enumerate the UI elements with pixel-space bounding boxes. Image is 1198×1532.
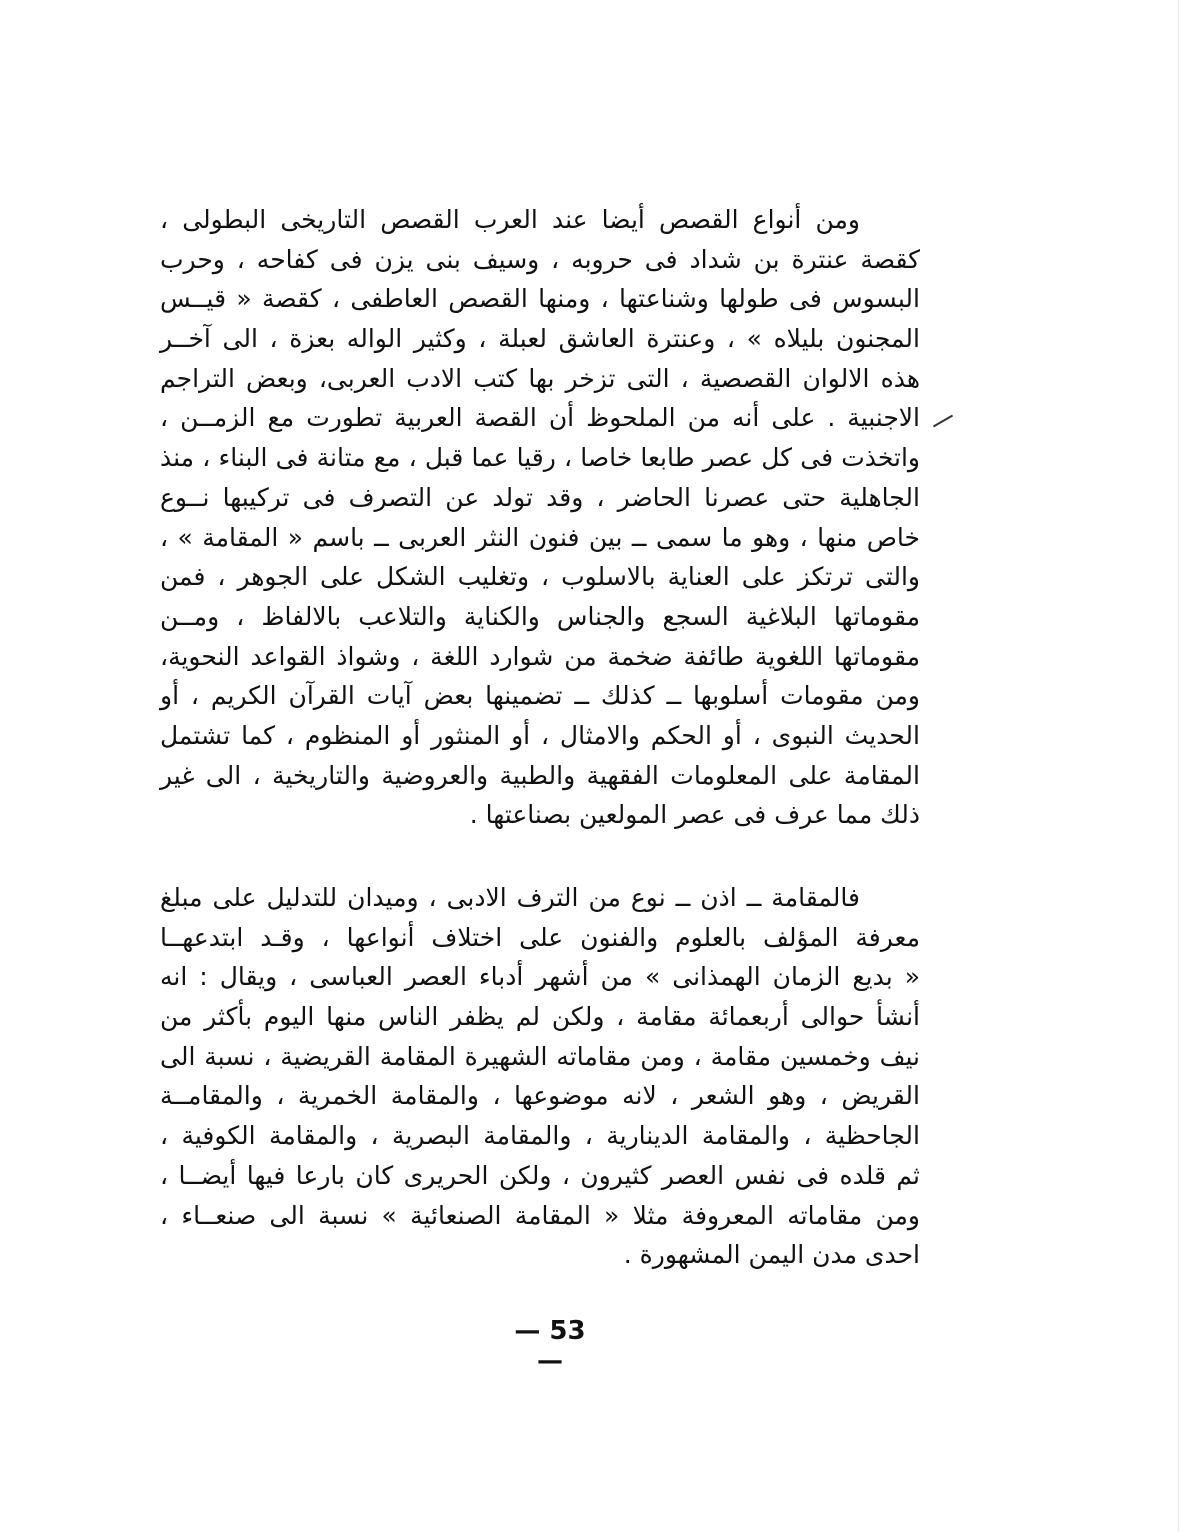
- text-line: واتخذت فى كل عصر طابعا خاصا ، رقيا عما قبل ، مع متانة فى البناء ، منذ: [160, 443, 920, 473]
- text-line: « بديع الزمان الهمذانى » من أشهر أدباء العصر العباسى ، ويقال : انه: [160, 962, 920, 992]
- margin-pen-mark: [933, 415, 953, 428]
- text-line: القريض ، وهو الشعر ، لانه موضوعها ، والمقامة الخمرية ، والمقامــة: [160, 1081, 920, 1111]
- text-line: ومن مقومات أسلوبها ــ كذلك ــ تضمينها بعض آيات القرآن الكريم ، أو: [160, 681, 920, 711]
- text-line: ومن أنواع القصص أيضا عند العرب القصص التاريخى البطولى ،: [160, 205, 860, 234]
- page-number: — 53 —: [514, 1316, 586, 1376]
- text-line: البسوس فى طولها وشناعتها ، ومنها القصص العاطفى ، كقصة « قيــس: [160, 284, 920, 314]
- text-line: ومن مقاماته المعروفة مثلا « المقامة الصنعائية » نسبة الى صنعــاء ،: [160, 1200, 920, 1230]
- text-line: المقامة على المعلومات الفقهية والطبية والعروضية والتاريخية ، الى غير: [160, 760, 920, 790]
- text-line: كقصة عنترة بن شداد فى حروبه ، وسيف بنى يزن فى كفاحه ، وحرب: [160, 244, 920, 274]
- text-line: نيف وخمسين مقامة ، ومن مقاماته الشهيرة المقامة القريضية ، نسبة الى: [160, 1041, 920, 1071]
- text-line: الجاحظية ، والمقامة الدينارية ، والمقامة البصرية ، والمقامة الكوفية ،: [160, 1121, 920, 1151]
- text-line: الحديث النبوى ، أو الحكم والامثال ، أو المنثور أو المنظوم ، كما تشتمل: [160, 720, 920, 750]
- text-line: الاجنبية . على أنه من الملحوظ أن القصة العربية تطورت مع الزمــن ،: [160, 403, 920, 433]
- text-line: مقوماتها اللغوية طائفة ضخمة من شوارد اللغة ، وشواذ القواعد النحوية،: [160, 641, 920, 671]
- text-line: احدى مدن اليمن المشهورة .: [623, 1240, 920, 1270]
- text-line: مقوماتها البلاغية السجع والجناس والكناية والتلاعب بالالفاظ ، ومــن: [160, 601, 920, 631]
- text-line: الجاهلية حتى عصرنا الحاضر ، وقد تولد عن التصرف فى تركيبها نــوع: [160, 482, 920, 512]
- text-line: أنشأ حوالى أربعمائة مقامة ، ولكن لم يظفر الناس منها اليوم بأكثر من: [160, 1002, 920, 1032]
- text-line: المجنون بليلاه » ، وعنترة العاشق لعبلة ، وكثير الواله بعزة ، الى آخــر: [160, 324, 920, 354]
- scan-edge-line: [1178, 0, 1179, 1532]
- text-line: هذه الالوان القصصية ، التى تزخر بها كتب الادب العربى، وبعض التراجم: [160, 363, 920, 393]
- text-line: ثم قلده فى نفس العصر كثيرون ، ولكن الحريرى كان بارعا فيها أيضــا ،: [160, 1160, 920, 1190]
- text-line: فالمقامة ــ اذن ــ نوع من الترف الادبى ، وميدان للتدليل على مبلغ: [160, 883, 860, 912]
- text-line: ذلك مما عرف فى عصر المولعين بصناعتها .: [469, 800, 920, 830]
- text-line: والتى ترتكز على العناية بالاسلوب ، وتغليب الشكل على الجوهر ، فمن: [160, 562, 920, 592]
- paragraph-2: [160, 878, 920, 1275]
- text-line: معرفة المؤلف بالعلوم والفنون على اختلاف أنواعها ، وقـد ابتدعهــا: [160, 922, 920, 952]
- text-line: خاص منها ، وهو ما سمى ــ بين فنون النثر العربى ــ باسم « المقامة » ،: [160, 522, 920, 552]
- paragraph-1: [160, 200, 920, 835]
